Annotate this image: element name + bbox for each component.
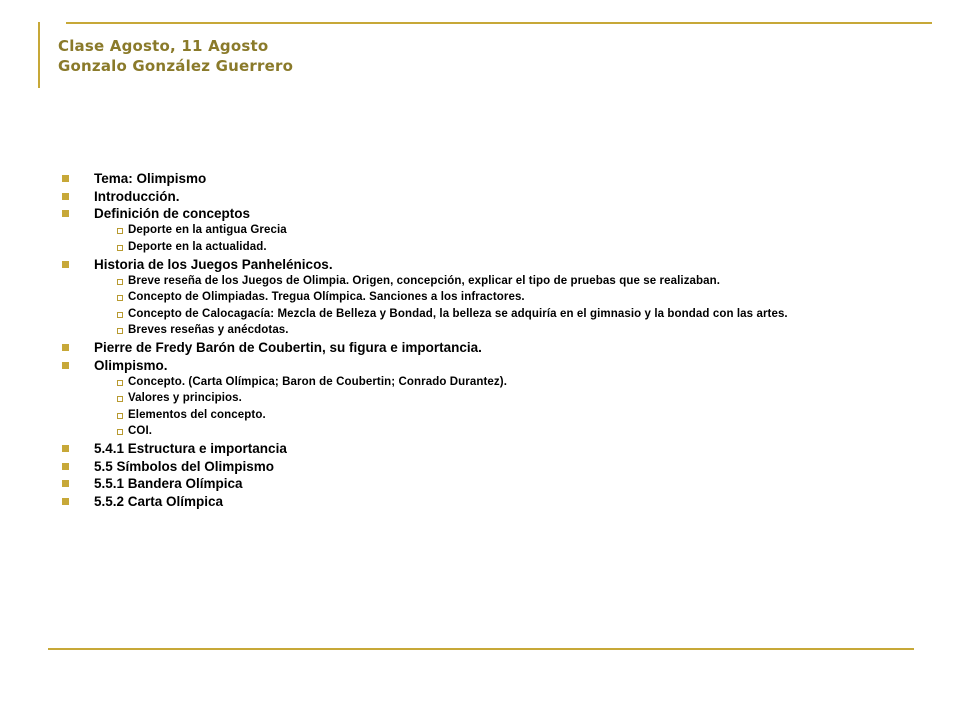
sub-item [94,239,920,256]
outline-item [60,339,920,356]
left-rule [38,22,40,88]
sub-item [94,222,920,239]
outline-item [60,170,920,187]
hollow-square-bullet-icon [117,328,123,334]
top-rule [66,22,932,24]
hollow-square-bullet-icon [117,396,123,402]
sub-item [94,273,920,290]
square-bullet-icon [62,210,69,217]
sub-item [94,322,920,339]
square-bullet-icon [62,175,69,182]
outline-list [60,170,920,510]
hollow-square-bullet-icon [117,295,123,301]
outline-item [60,440,920,457]
sub-item-label: Concepto. (Carta Olímpica; Baron de Coubertin; Conrado Durantez). [128,375,507,388]
outline-item-label: Pierre de Fredy Barón de Coubertin, su figura e importancia. [94,340,482,355]
bottom-rule [48,648,914,650]
hollow-square-bullet-icon [117,380,123,386]
sub-item-label: Concepto de Calocagacía: Mezcla de Belleza y Bondad, la belleza se adquiría en el gimnasio y la bondad con las artes. [128,307,788,320]
title-line-date: Clase Agosto, 11 Agosto [58,37,269,55]
outline-item [60,205,920,255]
square-bullet-icon [62,193,69,200]
sub-item-label: Deporte en la actualidad. [128,240,267,253]
hollow-square-bullet-icon [117,228,123,234]
outline-item-label: Tema: Olimpismo [94,171,207,186]
outline-item-label: 5.5.1 Bandera Olímpica [94,476,243,491]
square-bullet-icon [62,480,69,487]
sub-item-label: Breve reseña de los Juegos de Olimpia. Origen, concepción, explicar el tipo de pruebas que se realizaban. [128,274,721,287]
sub-item [94,423,920,440]
hollow-square-bullet-icon [117,279,123,285]
sub-list [94,222,920,255]
square-bullet-icon [62,261,69,268]
outline-item [60,357,920,440]
sub-list [94,273,920,339]
sub-item-label: Breves reseñas y anécdotas. [128,324,289,336]
sub-item [94,407,920,424]
hollow-square-bullet-icon [117,429,123,435]
sub-item [94,390,920,407]
sub-item [94,374,920,391]
outline-item [60,188,920,205]
outline-item-label: Historia de los Juegos Panhelénicos. [94,256,333,272]
square-bullet-icon [62,362,69,369]
hollow-square-bullet-icon [117,245,123,251]
outline-content [60,170,920,510]
square-bullet-icon [62,498,69,505]
square-bullet-icon [62,445,69,452]
sub-item-label: Concepto de Olimpiadas. Tregua Olímpica. Sanciones a los infractores. [128,291,525,303]
square-bullet-icon [62,344,69,351]
outline-item-label: 5.4.1 Estructura e importancia [94,441,287,456]
sub-list [94,374,920,440]
hollow-square-bullet-icon [117,413,123,419]
sub-item-label: Valores y principios. [128,392,242,404]
square-bullet-icon [62,463,69,470]
outline-item [60,458,920,475]
outline-item [60,475,920,492]
outline-item-label: Olimpismo. [94,357,168,373]
hollow-square-bullet-icon [117,312,123,318]
title-line-author: Gonzalo González Guerrero [58,57,294,75]
sub-item-label: Elementos del concepto. [128,408,266,421]
outline-item-label: 5.5 Símbolos del Olimpismo [94,458,275,474]
sub-item [94,289,920,306]
sub-item-label: COI. [128,425,153,437]
sub-item-label: Deporte en la antigua Grecia [128,224,287,236]
outline-item [60,256,920,339]
outline-item-label: Definición de conceptos [94,206,251,221]
slide-title [58,36,293,76]
outline-item-label: 5.5.2 Carta Olímpica [94,493,224,509]
outline-item-label: Introducción. [94,188,180,204]
outline-item [60,493,920,510]
sub-item [94,306,920,323]
